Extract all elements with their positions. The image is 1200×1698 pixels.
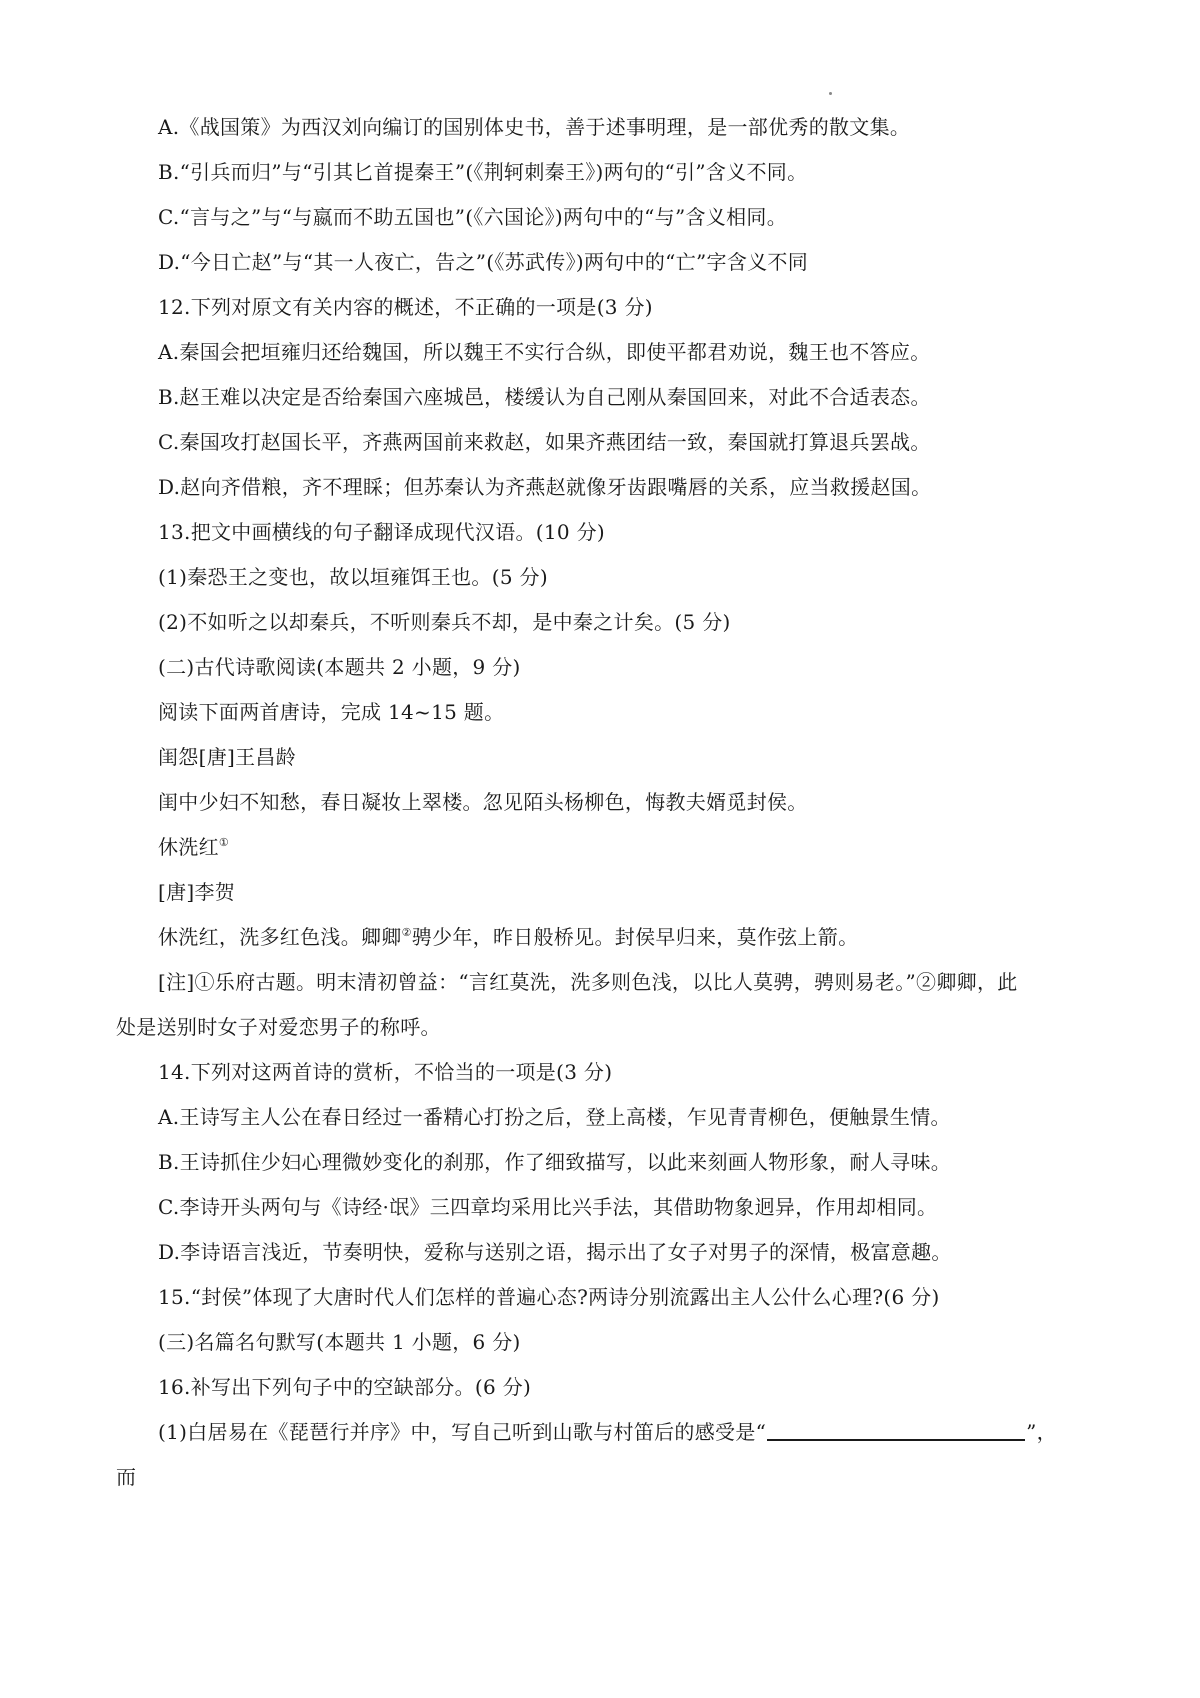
q12-stem: 12.下列对原文有关内容的概述，不正确的一项是(3 分) — [158, 295, 653, 319]
poem2-author: [唐]李贺 — [158, 880, 236, 904]
notes-line-2: 处是送别时女子对爱恋男子的称呼。 — [116, 1015, 441, 1039]
q14-option-a: A.王诗写主人公在春日经过一番精心打扮之后，登上高楼，乍见青青柳色，便触景生情。 — [158, 1105, 951, 1129]
q16-sentence-1 — [158, 1418, 1057, 1446]
q14-option-d: D.李诗语言浅近，节奏明快，爱称与送别之语，揭示出了女子对男子的深情，极富意趣。 — [158, 1240, 952, 1264]
poem2-text — [158, 923, 858, 951]
poem1-title: 闺怨[唐]王昌龄 — [158, 745, 297, 769]
section3-heading: (三)名篇名句默写(本题共 1 小题，6 分) — [158, 1330, 521, 1354]
poem2-text-part-b: 骋少年，昨日般桥见。封侯早归来，莫作弦上箭。 — [411, 925, 859, 949]
q16-stem: 16.补写出下列句子中的空缺部分。(6 分) — [158, 1375, 532, 1399]
q11-option-a: A.《战国策》为西汉刘向编订的国别体史书，善于述事明理，是一部优秀的散文集。 — [158, 115, 911, 139]
q16-s1-before: (1)白居易在《琵琶行并序》中，写自己听到山歌与村笛后的感受是“ — [158, 1420, 767, 1444]
footnote-marker-1: ① — [218, 836, 230, 849]
q14-stem: 14.下列对这两首诗的赏析，不恰当的一项是(3 分) — [158, 1060, 613, 1084]
notes-line-1: [注]①乐府古题。明末清初曾益：“言红莫洗，洗多则色浅，以比人莫骋，骋则易老。”②卿卿，此 — [158, 970, 1018, 994]
q12-option-b: B.赵王难以决定是否给秦国六座城邑，楼缓认为自己刚从秦国回来，对此不合适表态。 — [158, 385, 931, 409]
q13-sentence-2: (2)不如听之以却秦兵，不听则秦兵不却，是中秦之计矣。(5 分) — [158, 610, 731, 634]
q14-option-c: C.李诗开头两句与《诗经·氓》三四章均采用比兴手法，其借助物象迥异，作用却相同。 — [158, 1195, 938, 1219]
q13-sentence-1: (1)秦恐王之变也，故以垣雍饵王也。(5 分) — [158, 565, 548, 589]
poem2-text-part-a: 休洗红，洗多红色浅。卿卿 — [158, 925, 402, 949]
q12-option-c: C.秦国攻打赵国长平，齐燕两国前来救赵，如果齐燕团结一致，秦国就打算退兵罢战。 — [158, 430, 931, 454]
q16-continuation: 而 — [116, 1465, 137, 1489]
q12-option-d: D.赵向齐借粮，齐不理睬；但苏秦认为齐燕赵就像牙齿跟嘴唇的关系，应当救援赵国。 — [158, 475, 932, 499]
q11-option-b: B.“引兵而归”与“引其匕首提秦王”(《荆轲刺秦王》)两句的“引”含义不同。 — [158, 160, 808, 184]
scan-dot — [829, 92, 832, 95]
poem1-text: 闺中少妇不知愁，春日凝妆上翠楼。忽见陌头杨柳色，悔教夫婿觅封侯。 — [158, 790, 808, 814]
q15-stem: 15.“封侯”体现了大唐时代人们怎样的普遍心态?两诗分别流露出主人公什么心理?(6 分) — [158, 1285, 940, 1309]
q13-stem: 13.把文中画横线的句子翻译成现代汉语。(10 分) — [158, 520, 606, 544]
footnote-marker-2: ② — [401, 926, 412, 939]
q16-s1-after: ”， — [1026, 1420, 1057, 1444]
q11-option-c: C.“言与之”与“与嬴而不助五国也”(《六国论》)两句中的“与”含义相同。 — [158, 205, 787, 229]
answer-blank[interactable] — [767, 1419, 1025, 1441]
section2-intro: 阅读下面两首唐诗，完成 14~15 题。 — [158, 700, 505, 724]
section2-heading: (二)古代诗歌阅读(本题共 2 小题，9 分) — [158, 655, 521, 679]
q11-option-d: D.“今日亡赵”与“其一人夜亡，告之”(《苏武传》)两句中的“亡”字含义不同 — [158, 250, 809, 274]
poem2-title — [158, 833, 229, 861]
q14-option-b: B.王诗抓住少妇心理微妙变化的刹那，作了细致描写，以此来刻画人物形象，耐人寻味。 — [158, 1150, 952, 1174]
q12-option-a: A.秦国会把垣雍归还给魏国，所以魏王不实行合纵，即使平都君劝说，魏王也不答应。 — [158, 340, 931, 364]
poem2-title-text: 休洗红 — [158, 835, 219, 859]
